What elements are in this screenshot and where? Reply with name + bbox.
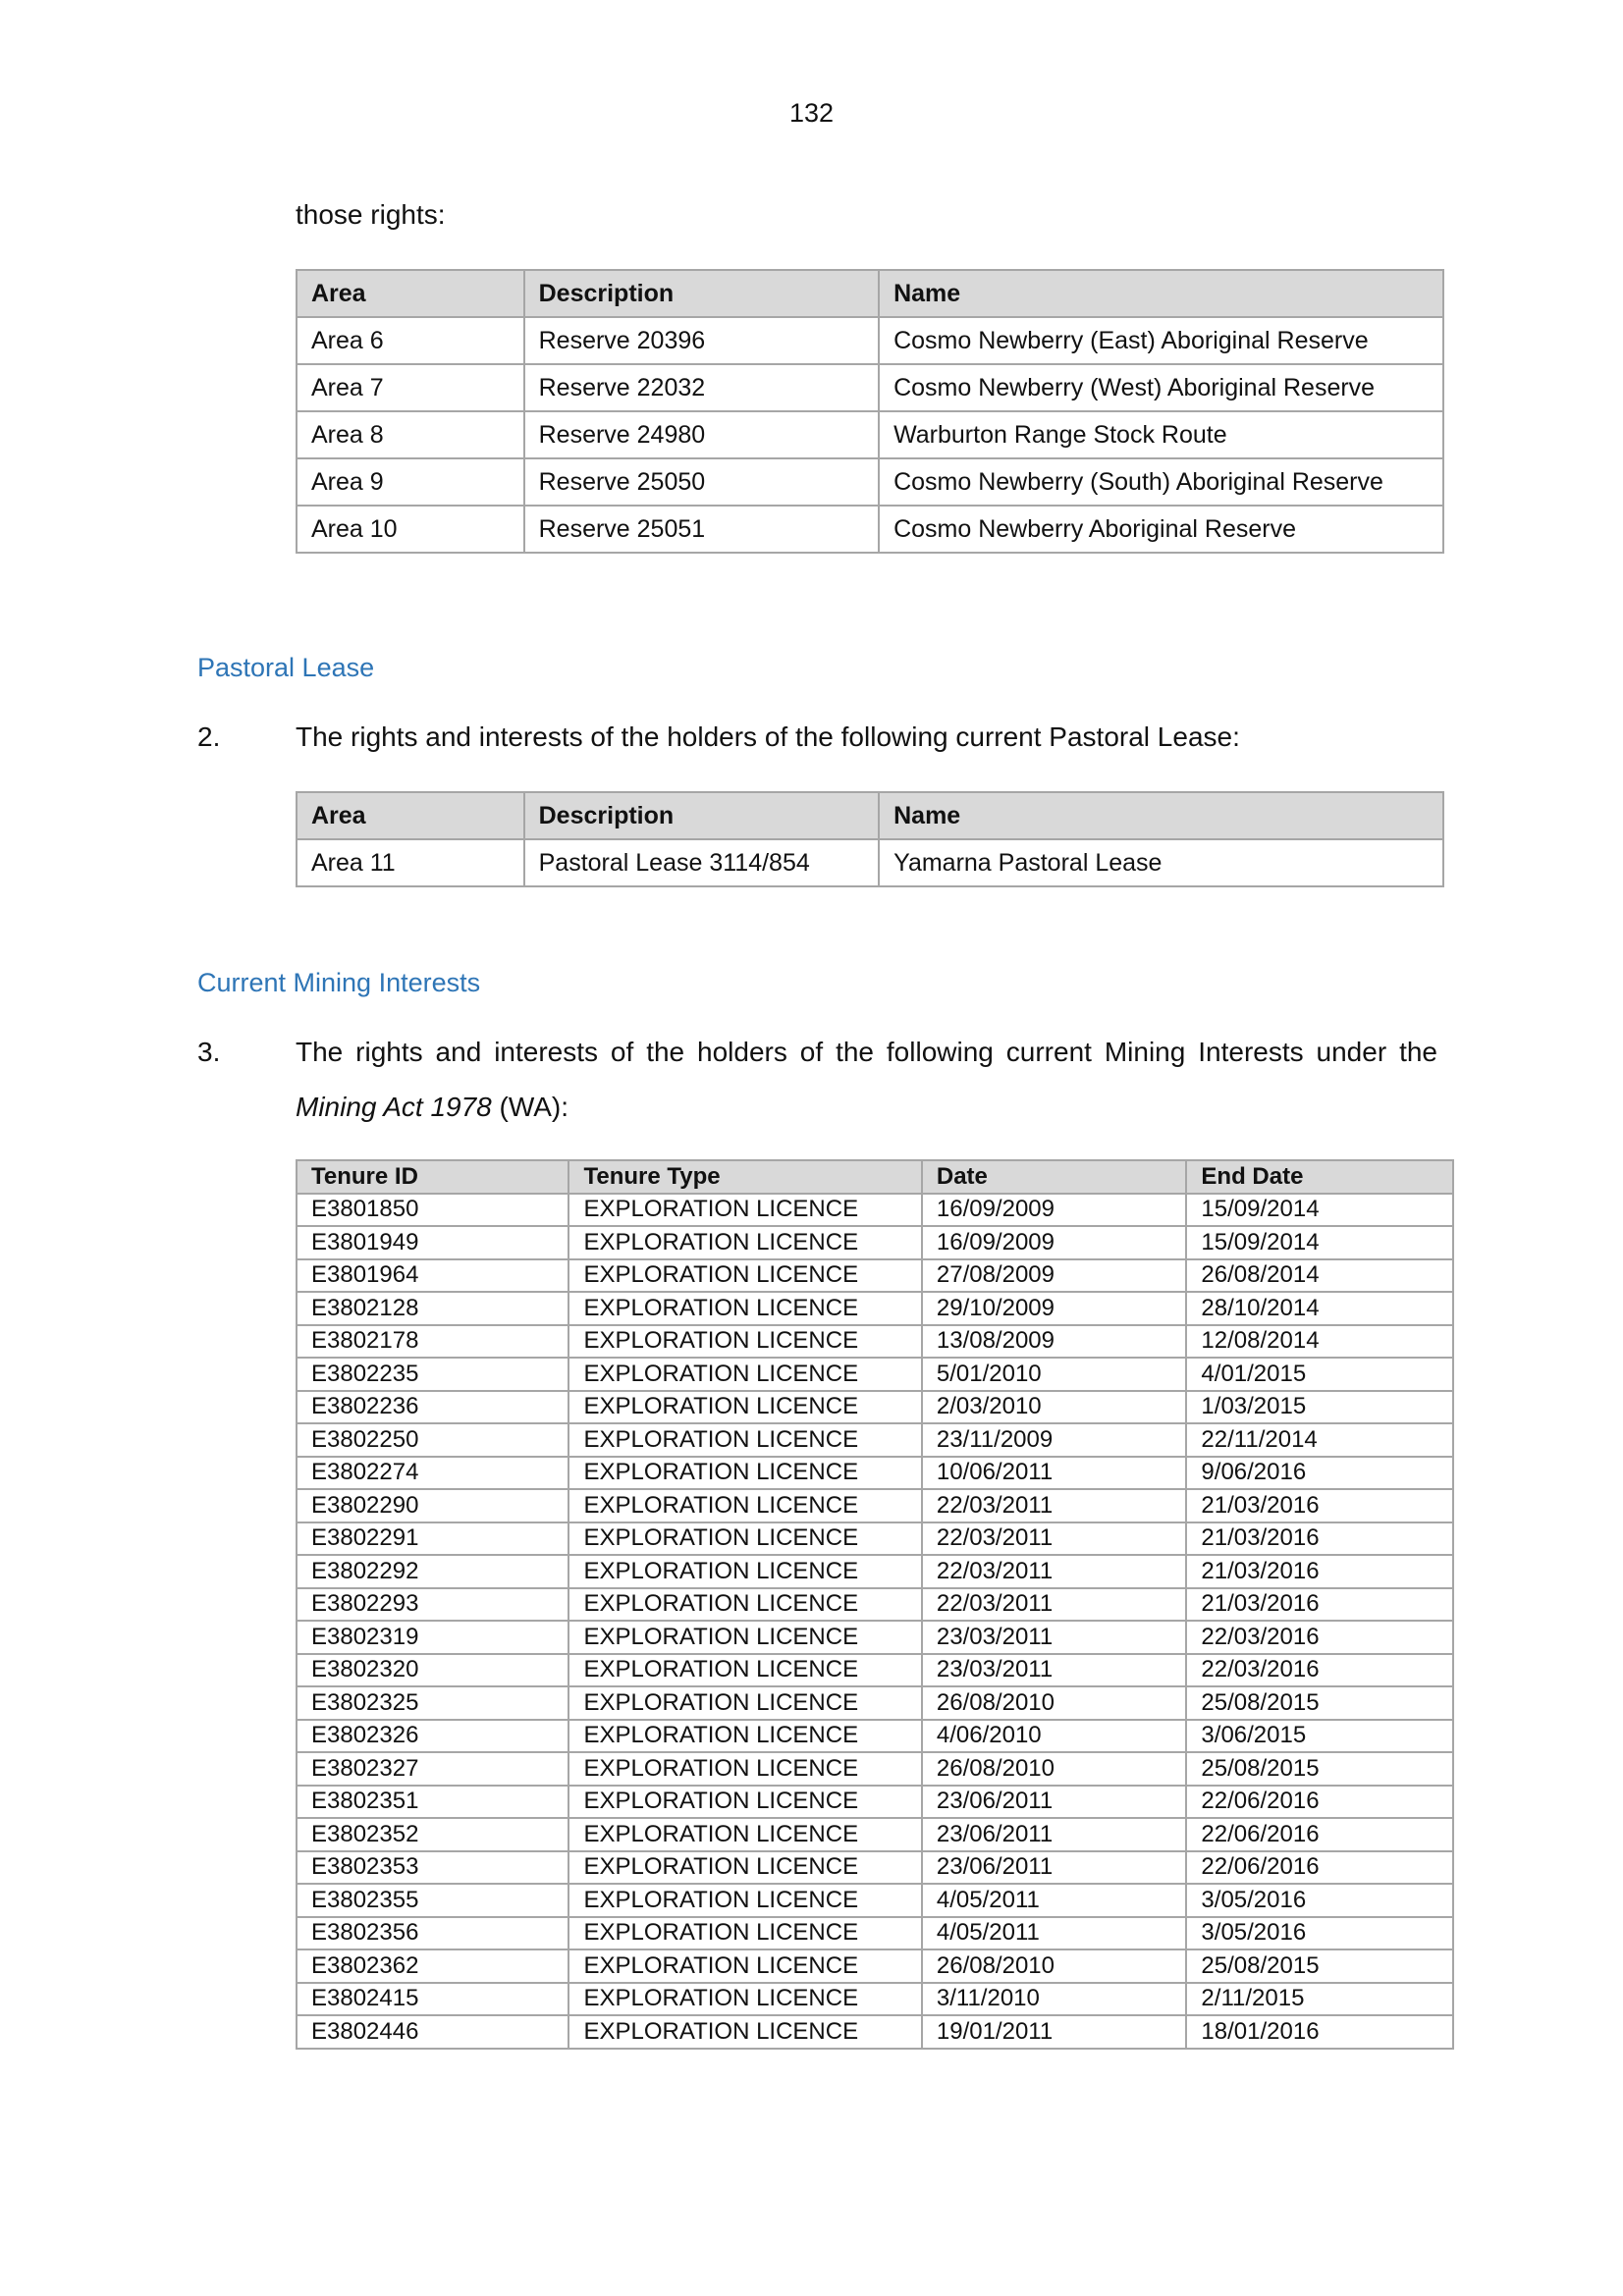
table-row bbox=[297, 839, 1443, 886]
table-row bbox=[297, 1720, 1453, 1753]
table-cell: 3/11/2010 bbox=[922, 1983, 1187, 2016]
table-cell: Reserve 25050 bbox=[524, 458, 879, 506]
table-cell: 27/08/2009 bbox=[922, 1259, 1187, 1293]
table-cell: 29/10/2009 bbox=[922, 1292, 1187, 1325]
table-row bbox=[297, 1786, 1453, 1819]
table-cell: 2/11/2015 bbox=[1186, 1983, 1453, 2016]
table-row bbox=[297, 1851, 1453, 1885]
table-cell: EXPLORATION LICENCE bbox=[568, 1259, 921, 1293]
pastoral-table bbox=[296, 791, 1444, 887]
table-cell: EXPLORATION LICENCE bbox=[568, 1555, 921, 1588]
column-header: Tenure ID bbox=[297, 1160, 568, 1194]
table-cell: E3802128 bbox=[297, 1292, 568, 1325]
table-cell: EXPLORATION LICENCE bbox=[568, 1522, 921, 1556]
table-row bbox=[297, 1391, 1453, 1424]
table-cell: EXPLORATION LICENCE bbox=[568, 1391, 921, 1424]
table-cell: EXPLORATION LICENCE bbox=[568, 1423, 921, 1457]
table-cell: 23/11/2009 bbox=[922, 1423, 1187, 1457]
table-cell: E3802319 bbox=[297, 1621, 568, 1654]
table-cell: 19/01/2011 bbox=[922, 2015, 1187, 2049]
table-cell: Area 10 bbox=[297, 506, 524, 553]
table-row bbox=[297, 2015, 1453, 2049]
table-cell: EXPLORATION LICENCE bbox=[568, 1194, 921, 1227]
table-cell: E3802327 bbox=[297, 1752, 568, 1786]
table-cell: 4/06/2010 bbox=[922, 1720, 1187, 1753]
column-header: Description bbox=[524, 270, 879, 317]
table-cell: 22/03/2011 bbox=[922, 1555, 1187, 1588]
pastoral-lease-heading: Pastoral Lease bbox=[197, 653, 375, 682]
table-cell: 1/03/2015 bbox=[1186, 1391, 1453, 1424]
mining-interests-heading: Current Mining Interests bbox=[197, 968, 481, 997]
table-cell: E3802325 bbox=[297, 1686, 568, 1720]
table-row bbox=[297, 1292, 1453, 1325]
table-cell: 16/09/2009 bbox=[922, 1226, 1187, 1259]
table-cell: 22/11/2014 bbox=[1186, 1423, 1453, 1457]
table-cell: EXPLORATION LICENCE bbox=[568, 1917, 921, 1950]
table-cell: Reserve 25051 bbox=[524, 506, 879, 553]
table-cell: E3802236 bbox=[297, 1391, 568, 1424]
table-cell: EXPLORATION LICENCE bbox=[568, 1358, 921, 1391]
table-cell: 22/03/2016 bbox=[1186, 1621, 1453, 1654]
paragraph-number: 3. bbox=[197, 1037, 221, 1067]
table-cell: 12/08/2014 bbox=[1186, 1325, 1453, 1359]
table-row bbox=[297, 458, 1443, 506]
table-cell: 26/08/2014 bbox=[1186, 1259, 1453, 1293]
table-cell: E3801964 bbox=[297, 1259, 568, 1293]
table-cell: 26/08/2010 bbox=[922, 1752, 1187, 1786]
table-cell: EXPLORATION LICENCE bbox=[568, 1292, 921, 1325]
table-cell: E3802178 bbox=[297, 1325, 568, 1359]
table-cell: 26/08/2010 bbox=[922, 1686, 1187, 1720]
table-cell: 15/09/2014 bbox=[1186, 1226, 1453, 1259]
table-row bbox=[297, 1621, 1453, 1654]
table-cell: 23/03/2011 bbox=[922, 1621, 1187, 1654]
table-cell: E3801850 bbox=[297, 1194, 568, 1227]
table-cell: Reserve 24980 bbox=[524, 411, 879, 458]
table-cell: E3802351 bbox=[297, 1786, 568, 1819]
table-row bbox=[297, 1522, 1453, 1556]
table-cell: 3/05/2016 bbox=[1186, 1917, 1453, 1950]
table-cell: E3802290 bbox=[297, 1489, 568, 1522]
table-cell: E3802293 bbox=[297, 1588, 568, 1622]
table-row bbox=[297, 506, 1443, 553]
table-row bbox=[297, 1686, 1453, 1720]
table-cell: 22/03/2011 bbox=[922, 1588, 1187, 1622]
table-cell: 10/06/2011 bbox=[922, 1457, 1187, 1490]
table-cell: 21/03/2016 bbox=[1186, 1489, 1453, 1522]
table-cell: EXPLORATION LICENCE bbox=[568, 1752, 921, 1786]
table-cell: EXPLORATION LICENCE bbox=[568, 1983, 921, 2016]
act-title: Mining Act 1978 bbox=[296, 1092, 492, 1122]
table-cell: Yamarna Pastoral Lease bbox=[879, 839, 1443, 886]
table-cell: Cosmo Newberry (South) Aboriginal Reserve bbox=[879, 458, 1443, 506]
table-row bbox=[297, 1358, 1453, 1391]
table-row bbox=[297, 1588, 1453, 1622]
table-cell: EXPLORATION LICENCE bbox=[568, 1621, 921, 1654]
table-cell: 3/05/2016 bbox=[1186, 1884, 1453, 1917]
column-header: Date bbox=[922, 1160, 1187, 1194]
column-header: Area bbox=[297, 270, 524, 317]
table-header-row bbox=[297, 792, 1443, 839]
table-row bbox=[297, 1818, 1453, 1851]
table-cell: Reserve 22032 bbox=[524, 364, 879, 411]
table-cell: E3802353 bbox=[297, 1851, 568, 1885]
table-cell: EXPLORATION LICENCE bbox=[568, 1720, 921, 1753]
table-row bbox=[297, 1457, 1453, 1490]
table-cell: Reserve 20396 bbox=[524, 317, 879, 364]
table-cell: EXPLORATION LICENCE bbox=[568, 1226, 921, 1259]
intro-text: those rights: bbox=[296, 199, 446, 230]
page-number: 132 bbox=[788, 98, 835, 128]
table-cell: 22/03/2011 bbox=[922, 1522, 1187, 1556]
table-cell: 26/08/2010 bbox=[922, 1949, 1187, 1983]
table-cell: EXPLORATION LICENCE bbox=[568, 1686, 921, 1720]
table-cell: 22/03/2011 bbox=[922, 1489, 1187, 1522]
table-cell: E3802291 bbox=[297, 1522, 568, 1556]
table-row bbox=[297, 1983, 1453, 2016]
table-cell: Area 6 bbox=[297, 317, 524, 364]
column-header: Description bbox=[524, 792, 880, 839]
table-cell: Cosmo Newberry (West) Aboriginal Reserve bbox=[879, 364, 1443, 411]
table-cell: E3802362 bbox=[297, 1949, 568, 1983]
table-cell: E3801949 bbox=[297, 1226, 568, 1259]
table-cell: Cosmo Newberry Aboriginal Reserve bbox=[879, 506, 1443, 553]
table-header-row bbox=[297, 1160, 1453, 1194]
table-row bbox=[297, 1423, 1453, 1457]
table-cell: Area 9 bbox=[297, 458, 524, 506]
table-cell: 23/06/2011 bbox=[922, 1851, 1187, 1885]
table-row bbox=[297, 1752, 1453, 1786]
mining-paragraph-line2 bbox=[296, 1092, 568, 1123]
table-row bbox=[297, 1884, 1453, 1917]
table-cell: EXPLORATION LICENCE bbox=[568, 1884, 921, 1917]
column-header: Name bbox=[879, 792, 1443, 839]
table-cell: EXPLORATION LICENCE bbox=[568, 1588, 921, 1622]
column-header: Name bbox=[879, 270, 1443, 317]
table-row bbox=[297, 1325, 1453, 1359]
table-row bbox=[297, 364, 1443, 411]
table-cell: 18/01/2016 bbox=[1186, 2015, 1453, 2049]
table-cell: 4/05/2011 bbox=[922, 1917, 1187, 1950]
table-row bbox=[297, 317, 1443, 364]
table-cell: E3802355 bbox=[297, 1884, 568, 1917]
table-cell: E3802235 bbox=[297, 1358, 568, 1391]
table-row bbox=[297, 1917, 1453, 1950]
table-cell: 23/03/2011 bbox=[922, 1654, 1187, 1687]
table-cell: 23/06/2011 bbox=[922, 1786, 1187, 1819]
table-cell: Area 8 bbox=[297, 411, 524, 458]
column-header: Tenure Type bbox=[568, 1160, 921, 1194]
table-cell: EXPLORATION LICENCE bbox=[568, 1325, 921, 1359]
table-cell: Area 11 bbox=[297, 839, 524, 886]
table-cell: E3802352 bbox=[297, 1818, 568, 1851]
table-cell: 21/03/2016 bbox=[1186, 1555, 1453, 1588]
table-cell: 25/08/2015 bbox=[1186, 1686, 1453, 1720]
table-row bbox=[297, 1194, 1453, 1227]
table-cell: 21/03/2016 bbox=[1186, 1588, 1453, 1622]
table-row bbox=[297, 1555, 1453, 1588]
table-row bbox=[297, 411, 1443, 458]
table-cell: 22/06/2016 bbox=[1186, 1818, 1453, 1851]
table-cell: 25/08/2015 bbox=[1186, 1949, 1453, 1983]
table-row bbox=[297, 1226, 1453, 1259]
table-cell: EXPLORATION LICENCE bbox=[568, 1457, 921, 1490]
pastoral-paragraph: The rights and interests of the holders of the following current Pastoral Lease: bbox=[296, 721, 1240, 752]
table-cell: EXPLORATION LICENCE bbox=[568, 1786, 921, 1819]
paragraph-number: 2. bbox=[197, 721, 221, 752]
table-cell: 23/06/2011 bbox=[922, 1818, 1187, 1851]
table-cell: E3802320 bbox=[297, 1654, 568, 1687]
column-header: End Date bbox=[1186, 1160, 1453, 1194]
table-cell: Pastoral Lease 3114/854 bbox=[524, 839, 880, 886]
act-jurisdiction: (WA): bbox=[491, 1092, 569, 1122]
table-cell: EXPLORATION LICENCE bbox=[568, 1654, 921, 1687]
table-cell: Warburton Range Stock Route bbox=[879, 411, 1443, 458]
table-cell: EXPLORATION LICENCE bbox=[568, 1489, 921, 1522]
table-cell: 22/06/2016 bbox=[1186, 1786, 1453, 1819]
mining-table bbox=[296, 1159, 1454, 2050]
table-cell: 22/03/2016 bbox=[1186, 1654, 1453, 1687]
table-row bbox=[297, 1259, 1453, 1293]
table-cell: EXPLORATION LICENCE bbox=[568, 1949, 921, 1983]
table-cell: E3802292 bbox=[297, 1555, 568, 1588]
table-cell: 22/06/2016 bbox=[1186, 1851, 1453, 1885]
table-cell: E3802250 bbox=[297, 1423, 568, 1457]
table-cell: 13/08/2009 bbox=[922, 1325, 1187, 1359]
table-row bbox=[297, 1489, 1453, 1522]
table-cell: 25/08/2015 bbox=[1186, 1752, 1453, 1786]
column-header: Area bbox=[297, 792, 524, 839]
table-cell: 4/05/2011 bbox=[922, 1884, 1187, 1917]
table-cell: E3802356 bbox=[297, 1917, 568, 1950]
table-cell: 28/10/2014 bbox=[1186, 1292, 1453, 1325]
table-cell: 5/01/2010 bbox=[922, 1358, 1187, 1391]
table-cell: 9/06/2016 bbox=[1186, 1457, 1453, 1490]
table-cell: E3802274 bbox=[297, 1457, 568, 1490]
table-cell: 15/09/2014 bbox=[1186, 1194, 1453, 1227]
table-cell: EXPLORATION LICENCE bbox=[568, 2015, 921, 2049]
table-cell: 2/03/2010 bbox=[922, 1391, 1187, 1424]
table-cell: 16/09/2009 bbox=[922, 1194, 1187, 1227]
table-row bbox=[297, 1949, 1453, 1983]
table-cell: Cosmo Newberry (East) Aboriginal Reserve bbox=[879, 317, 1443, 364]
table-header-row bbox=[297, 270, 1443, 317]
table-row bbox=[297, 1654, 1453, 1687]
table-cell: EXPLORATION LICENCE bbox=[568, 1851, 921, 1885]
table-cell: EXPLORATION LICENCE bbox=[568, 1818, 921, 1851]
table-cell: 21/03/2016 bbox=[1186, 1522, 1453, 1556]
table-cell: 4/01/2015 bbox=[1186, 1358, 1453, 1391]
table-cell: E3802415 bbox=[297, 1983, 568, 2016]
table-cell: E3802446 bbox=[297, 2015, 568, 2049]
table-cell: Area 7 bbox=[297, 364, 524, 411]
table-cell: 3/06/2015 bbox=[1186, 1720, 1453, 1753]
mining-paragraph-line1: The rights and interests of the holders of the following current Mining Interests under the bbox=[296, 1037, 1437, 1067]
table-cell: E3802326 bbox=[297, 1720, 568, 1753]
reserves-table bbox=[296, 269, 1444, 554]
